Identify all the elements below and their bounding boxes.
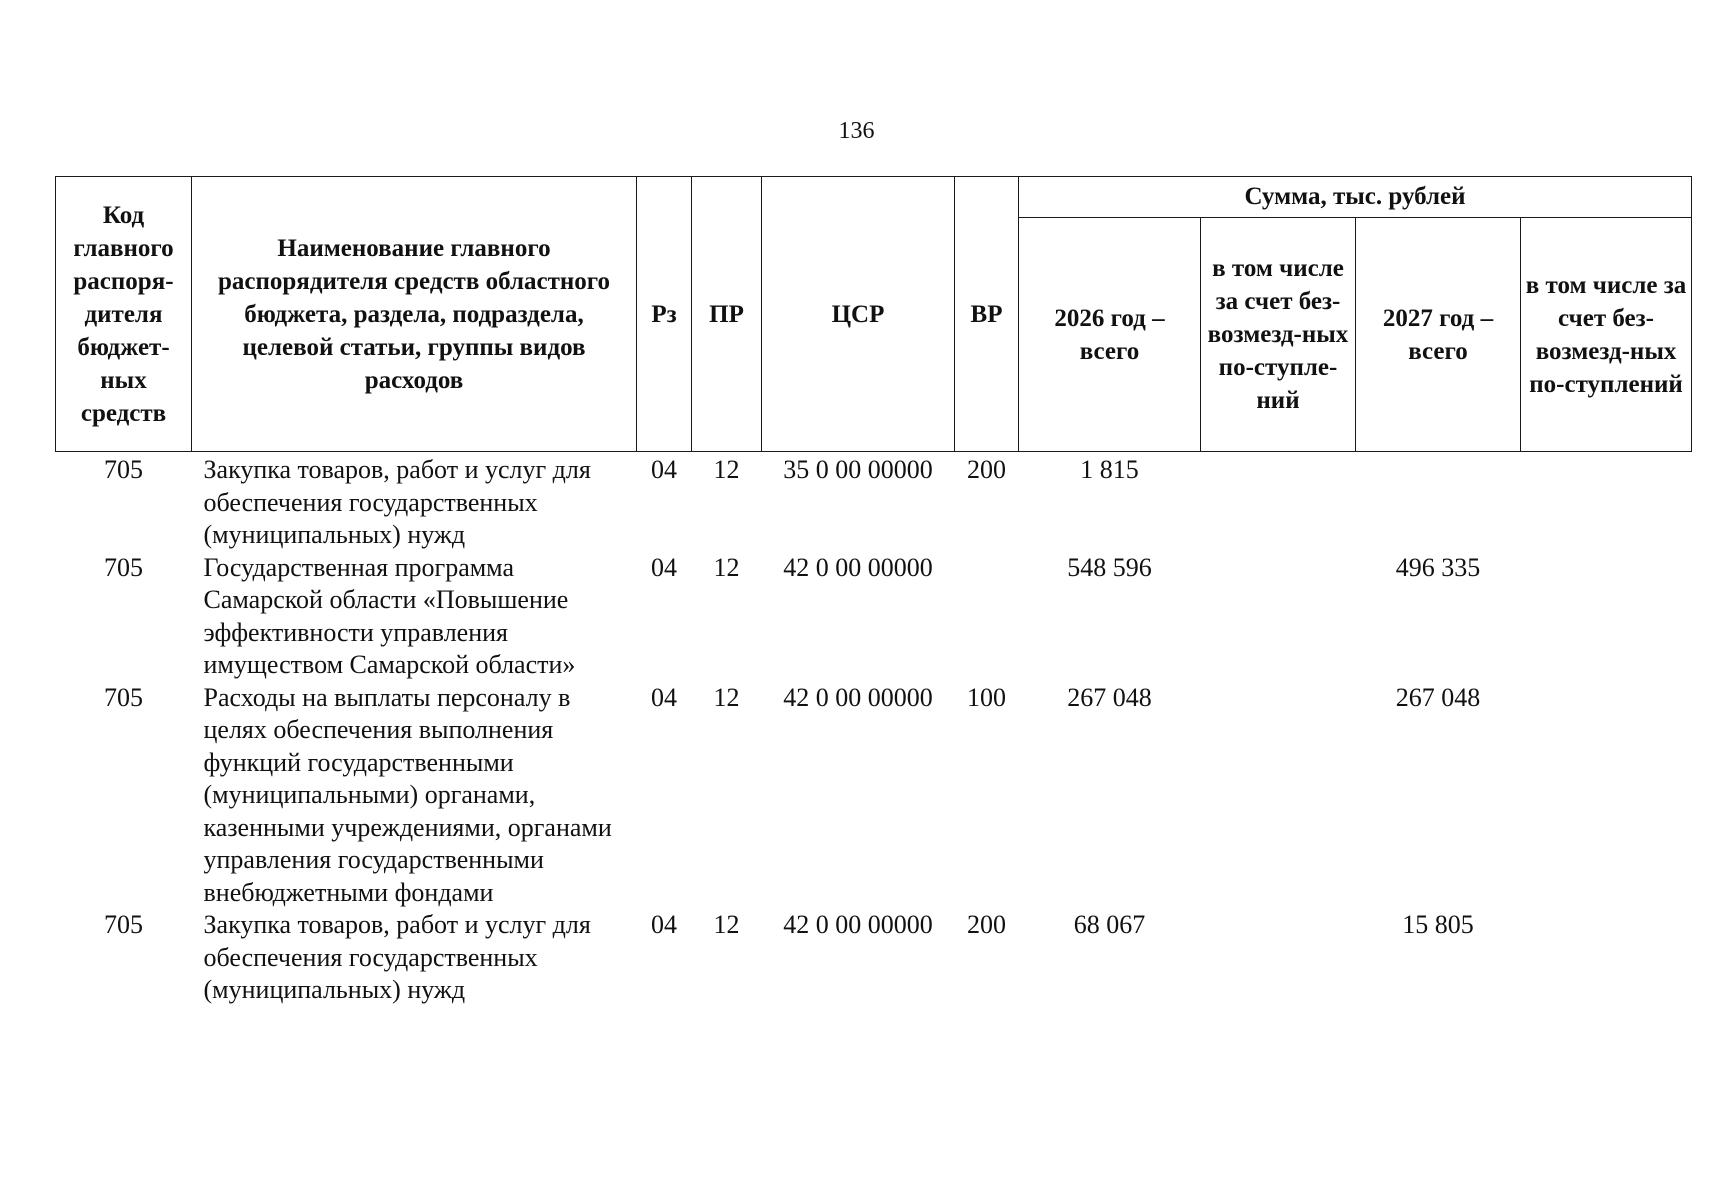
cell-2027-free bbox=[1521, 452, 1692, 552]
cell-2027-total: 496 335 bbox=[1395, 552, 1481, 582]
cell-vr: 200 bbox=[967, 910, 1006, 939]
header-2026-total: 2026 год – всего bbox=[1019, 218, 1201, 452]
table-row bbox=[56, 909, 1692, 1007]
cell-pr: 12 bbox=[713, 910, 740, 939]
cell-vr: 200 bbox=[967, 455, 1006, 484]
cell-pr: 12 bbox=[713, 552, 740, 582]
header-csr: ЦСР bbox=[762, 177, 955, 452]
cell-csr: 42 0 00 00000 bbox=[783, 552, 933, 582]
cell-2027-free bbox=[1521, 682, 1692, 910]
page-number: 136 bbox=[838, 118, 875, 144]
cell-2026-total: 1 815 bbox=[1080, 455, 1139, 484]
cell-rz: 04 bbox=[651, 910, 677, 939]
cell-2027-free bbox=[1521, 552, 1692, 682]
cell-2026-free bbox=[1201, 552, 1356, 682]
cell-name: Закупка товаров, работ и услуг для обеспечения государственных (муниципальных) нужд bbox=[203, 455, 591, 549]
table-row bbox=[56, 682, 1692, 910]
cell-2026-total: 68 067 bbox=[1073, 910, 1146, 939]
cell-2027-total bbox=[1356, 452, 1521, 552]
table-header bbox=[56, 177, 1692, 452]
cell-pr: 12 bbox=[713, 455, 740, 484]
cell-vr bbox=[955, 552, 1019, 682]
cell-csr: 42 0 00 00000 bbox=[783, 910, 933, 939]
cell-2026-free bbox=[1201, 452, 1356, 552]
cell-2026-total: 548 596 bbox=[1067, 552, 1152, 582]
cell-name: Расходы на выплаты персоналу в целях обеспечения выполнения функций государственными (муниципальными) органами, казенными учреждениями, органами управления государственными внебюджетными фондами bbox=[203, 682, 612, 907]
cell-csr: 42 0 00 00000 bbox=[783, 682, 933, 712]
cell-vr: 100 bbox=[967, 682, 1006, 712]
header-2027-total: 2027 год – всего bbox=[1356, 218, 1521, 452]
cell-rz: 04 bbox=[651, 455, 677, 484]
cell-csr: 35 0 00 00000 bbox=[783, 455, 933, 484]
cell-code: 705 bbox=[104, 682, 143, 712]
cell-name: Государственная программа Самарской области «Повышение эффективности управления имуществом Самарской области» bbox=[203, 552, 576, 679]
header-sum-group: Сумма, тыс. рублей bbox=[1019, 177, 1692, 218]
header-code: Код главного распоря-дителя бюджет-ных средств bbox=[56, 177, 192, 452]
budget-table bbox=[55, 176, 1692, 1007]
header-2027-free: в том числе за счет без-возмезд-ных по-ступлений bbox=[1521, 218, 1692, 452]
cell-2026-free bbox=[1201, 682, 1356, 910]
cell-rz: 04 bbox=[651, 682, 677, 712]
cell-code: 705 bbox=[104, 910, 143, 939]
cell-code: 705 bbox=[104, 552, 143, 582]
cell-rz: 04 bbox=[651, 552, 677, 582]
cell-2027-free bbox=[1521, 909, 1692, 1007]
header-rz: Рз bbox=[637, 177, 692, 452]
header-name: Наименование главного распорядителя средств областного бюджета, раздела, подраздела, целевой статьи, группы видов расходов bbox=[192, 177, 637, 452]
table-body bbox=[56, 452, 1692, 1007]
cell-2026-total: 267 048 bbox=[1067, 682, 1152, 712]
table-row bbox=[56, 452, 1692, 552]
cell-2027-total: 267 048 bbox=[1395, 682, 1481, 712]
cell-2026-free bbox=[1201, 909, 1356, 1007]
table-row bbox=[56, 552, 1692, 682]
cell-pr: 12 bbox=[713, 682, 740, 712]
header-2026-free: в том числе за счет без-возмезд-ных по-ступле-ний bbox=[1201, 218, 1356, 452]
header-vr: ВР bbox=[955, 177, 1019, 452]
cell-name: Закупка товаров, работ и услуг для обеспечения государственных (муниципальных) нужд bbox=[203, 910, 591, 1004]
header-pr: ПР bbox=[692, 177, 762, 452]
cell-code: 705 bbox=[104, 455, 143, 484]
cell-2027-total: 15 805 bbox=[1402, 910, 1474, 939]
